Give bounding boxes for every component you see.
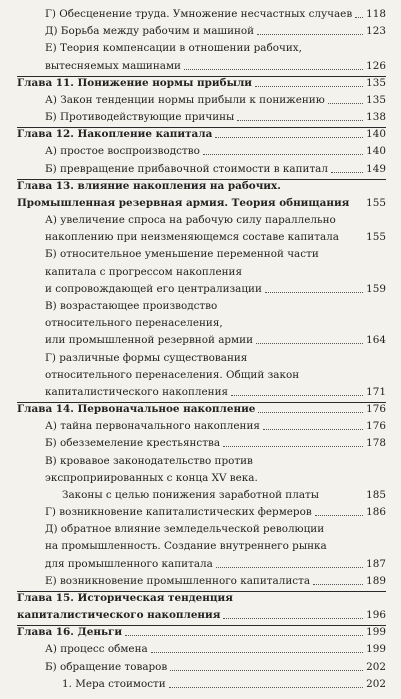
toc-page-number: 176 [366, 420, 386, 432]
toc-entry-text: для промышленного капитала [45, 558, 213, 570]
toc-chapter-entry [0, 607, 401, 624]
toc-entry-text: Б) относительное уменьшение переменной части [45, 248, 319, 260]
toc-entry [0, 641, 401, 658]
toc-page-number: 118 [366, 8, 386, 20]
leader-dots [223, 618, 363, 619]
leader-dots [231, 395, 363, 396]
toc-entry [0, 315, 401, 332]
toc-page-number: 159 [366, 283, 386, 295]
toc-page-number: 199 [366, 643, 386, 655]
toc-entry-text: 1. Мера стоимости [62, 678, 166, 690]
toc-entry-text: Г) Обесценение труда. Умножение несчастных случаев [45, 8, 353, 20]
leader-dots [184, 69, 363, 70]
toc-entry [0, 246, 401, 263]
toc-entry [0, 573, 401, 590]
toc-entry-text: Б) обращение товаров [45, 661, 168, 673]
toc-entry-text: Д) обратное влияние земледельческой революции [45, 523, 325, 535]
toc-entry [0, 161, 401, 178]
toc-entry [0, 418, 401, 435]
toc-entry [0, 659, 401, 676]
toc-entry-text: относительного перенаселения, [45, 317, 223, 329]
toc-page-number: 135 [366, 94, 386, 106]
leader-dots [315, 515, 363, 516]
toc-page-number: 135 [366, 77, 386, 89]
toc-entry [0, 538, 401, 555]
toc-entry-text: вытесняемых машинами [45, 60, 181, 72]
toc-entry [0, 23, 401, 40]
leader-dots [216, 567, 363, 568]
leader-dots [203, 154, 363, 155]
toc-page-number: 155 [366, 231, 386, 243]
leader-dots [256, 343, 363, 344]
toc-chapter-entry [0, 624, 401, 641]
toc-entry-text: или промышленной резервной армии [45, 334, 253, 346]
toc-entry [0, 556, 401, 573]
toc-page-number: 140 [366, 145, 386, 157]
leader-dots [263, 429, 363, 430]
toc-page-number: 189 [366, 575, 386, 587]
toc-entry-text: А) увеличение спроса на рабочую силу параллельно [45, 214, 336, 226]
toc-chapter-title: Глава 12. Накопление капитала [17, 128, 213, 140]
toc-chapter-entry [0, 75, 401, 92]
toc-entry [0, 521, 401, 538]
toc-entry-text: В) возрастающее производство [45, 300, 218, 312]
toc-chapter-title: Промышленная резервная армия. Теория обнищания [17, 197, 350, 209]
toc-chapter-title: Глава 11. Понижение нормы прибыли [17, 77, 253, 89]
toc-entry-text: Законы с целью понижения заработной платы [62, 489, 320, 501]
toc-page-number: 186 [366, 506, 386, 518]
toc-page-number: 126 [366, 60, 386, 72]
toc-entry-text: Д) Борьба между рабочим и машиной [45, 25, 255, 37]
toc-page-number: 187 [366, 558, 386, 570]
toc-entry [0, 109, 401, 126]
toc-entry [0, 229, 401, 246]
toc-page-number: 202 [366, 661, 386, 673]
toc-chapter-entry [0, 178, 401, 195]
toc-entry [0, 504, 401, 521]
toc-entry-text: Е) возникновение промышленного капиталиста [45, 575, 311, 587]
toc-entry-text: А) простое воспроизводство [45, 145, 200, 157]
leader-dots [125, 635, 363, 636]
toc-entry-text: Б) обезземеление крестьянства [45, 437, 221, 449]
leader-dots [170, 670, 363, 671]
toc-entry [0, 92, 401, 109]
toc-chapter-title: Глава 14. Первоначальное накопление [17, 403, 256, 415]
leader-dots [151, 652, 363, 653]
toc-entry [0, 58, 401, 75]
toc-entry [0, 212, 401, 229]
toc-entry-text: Г) возникновение капиталистических фермеров [45, 506, 312, 518]
toc-entry-text: и сопровождающей его централизации [45, 283, 262, 295]
leader-dots [258, 412, 363, 413]
toc-entry [0, 264, 401, 281]
leader-dots [328, 103, 363, 104]
leader-dots [265, 292, 363, 293]
toc-entry [0, 281, 401, 298]
toc-entry [0, 143, 401, 160]
toc-entry-text: накоплению при неизменяющемся составе капитала [45, 231, 339, 243]
toc-page-number: 199 [366, 626, 386, 638]
toc-entry-text: А) тайна первоначального накопления [45, 420, 260, 432]
leader-dots [313, 584, 363, 585]
toc-chapter-entry [0, 590, 401, 607]
toc-entry [0, 676, 401, 693]
toc-entry-text: экспроприированных с конца XV века. [45, 472, 258, 484]
toc-entry-text: на промышленность. Создание внутреннего рынка [45, 540, 327, 552]
toc-page-number: 164 [366, 334, 386, 346]
toc-page-number: 140 [366, 128, 386, 140]
toc-page-number: 138 [366, 111, 386, 123]
toc-entry [0, 6, 401, 23]
toc-entry [0, 384, 401, 401]
toc-entry-text: А) Закон тенденции нормы прибыли к понижению [45, 94, 325, 106]
toc-entry-text: относительного перенаселения. Общий закон [45, 369, 300, 381]
toc-page-number: 176 [366, 403, 386, 415]
toc-page-number: 149 [366, 163, 386, 175]
toc-chapter-title: капиталистического накопления [17, 609, 221, 621]
toc-chapter-entry [0, 126, 401, 143]
toc-entry-text: А) процесс обмена [45, 643, 148, 655]
leader-dots [223, 446, 363, 447]
toc-entry [0, 298, 401, 315]
leader-dots [255, 86, 363, 87]
toc-entry-text: Б) превращение прибавочной стоимости в капитал [45, 163, 328, 175]
toc-chapter-entry [0, 401, 401, 418]
toc-entry [0, 40, 401, 57]
toc-entry-text: капитала с прогрессом накопления [45, 266, 243, 278]
toc-chapter-entry [0, 195, 401, 212]
toc-entry-text: Г) различные формы существования [45, 352, 248, 364]
leader-dots [237, 120, 363, 121]
leader-dots [331, 172, 363, 173]
leader-dots [257, 34, 363, 35]
toc-entry [0, 367, 401, 384]
toc-entry [0, 350, 401, 367]
toc-entry [0, 453, 401, 470]
toc-chapter-title: Глава 16. Деньги [17, 626, 123, 638]
toc-chapter-title: Глава 13. влияние накопления на рабочих. [17, 180, 281, 192]
toc-entry-text: капиталистического накопления [45, 386, 229, 398]
toc-entry [0, 487, 401, 504]
toc-entry [0, 332, 401, 349]
toc-page-number: 196 [366, 609, 386, 621]
toc-page-number: 123 [366, 25, 386, 37]
toc-page-number: 171 [366, 386, 386, 398]
toc-entry-text: Б) Противодействующие причины [45, 111, 235, 123]
toc-entry-text: Е) Теория компенсации в отношении рабочих, [45, 42, 302, 54]
toc-page-number: 185 [366, 489, 386, 501]
leader-dots [215, 137, 363, 138]
toc-entry-text: В) кровавое законодательство против [45, 455, 253, 467]
toc-page-number: 155 [366, 197, 386, 209]
toc-page-number: 202 [366, 678, 386, 690]
leader-dots [169, 687, 363, 688]
leader-dots [355, 17, 363, 18]
toc-entry [0, 470, 401, 487]
toc-chapter-title: Глава 15. Историческая тенденция [17, 592, 233, 604]
toc-entry [0, 435, 401, 452]
toc-page-number: 178 [366, 437, 386, 449]
